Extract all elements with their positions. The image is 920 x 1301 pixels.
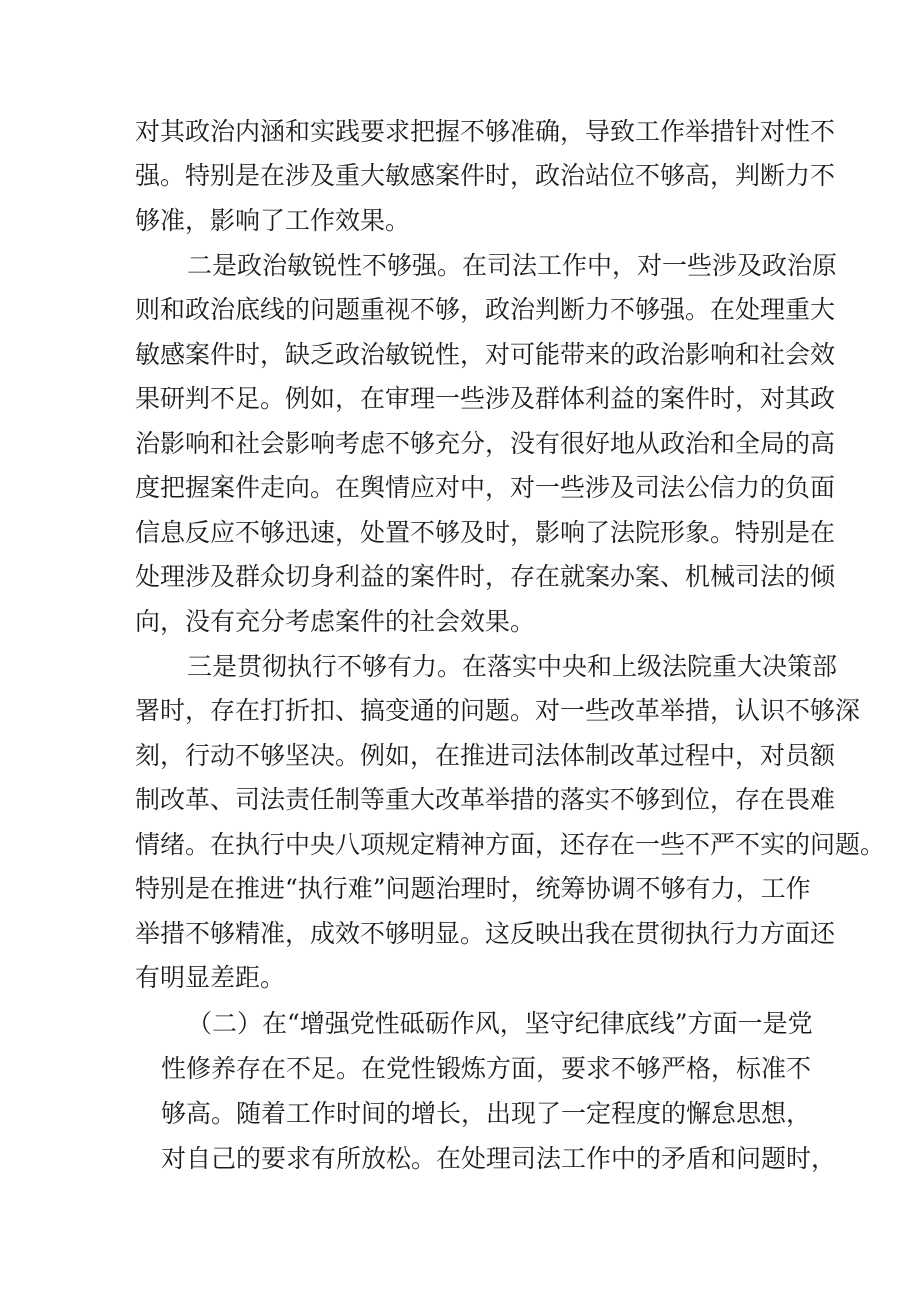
paragraph-3-line-6: 特别是在推进“执行难”问题治理时，统筹协调不够有力，工作 (135, 874, 811, 903)
paragraph-2-line-4: 果研判不足。例如，在审理一些涉及群体利益的案件时，对其政 (135, 384, 836, 413)
paragraph-2-line-9: 向，没有充分考虑案件的社会效果。 (135, 607, 536, 636)
paragraph-3-line-1: 三是贯彻执行不够有力。在落实中央和上级法院重大决策部 (187, 652, 838, 681)
paragraph-1-line-3: 够准，影响了工作效果。 (135, 206, 411, 235)
paragraph-2-line-2: 则和政治底线的问题重视不够，政治判断力不够强。在处理重大 (135, 295, 836, 324)
paragraph-3-line-8: 有明显差距。 (135, 963, 286, 992)
paragraph-2-line-8: 处理涉及群众切身利益的案件时，存在就案办案、机械司法的倾 (135, 562, 836, 591)
paragraph-2-line-7: 信息反应不够迅速，处置不够及时，影响了法院形象。特别是在 (135, 518, 836, 547)
paragraph-2-line-6: 度把握案件走向。在舆情应对中，对一些涉及司法公信力的负面 (135, 473, 836, 502)
paragraph-3-line-5: 情绪。在执行中央八项规定精神方面，还存在一些不严不实的问题。 (135, 830, 886, 859)
paragraph-4-line-3: 够高。随着工作时间的增长，出现了一定程度的懈怠思想， (161, 1099, 812, 1128)
paragraph-3-line-2: 署时，存在打折扣、搞变通的问题。对一些改革举措，认识不够深 (135, 696, 861, 725)
paragraph-4-line-2: 性修养存在不足。在党性锻炼方面，要求不够严格，标准不 (161, 1054, 812, 1083)
paragraph-3-line-4: 制改革、司法责任制等重大改革举措的落实不够到位，存在畏难 (135, 785, 836, 814)
paragraph-2-line-5: 治影响和社会影响考虑不够充分，没有很好地从政治和全局的高 (135, 429, 836, 458)
paragraph-3-line-3: 刻，行动不够坚决。例如，在推进司法体制改革过程中，对员额 (135, 741, 836, 770)
paragraph-1-line-1: 对其政治内涵和实践要求把握不够准确，导致工作举措针对性不 (135, 117, 836, 146)
paragraph-1-line-2: 强。特别是在涉及重大敏感案件时，政治站位不够高，判断力不 (135, 161, 836, 190)
paragraph-2-line-3: 敏感案件时，缺乏政治敏锐性，对可能带来的政治影响和社会效 (135, 340, 836, 369)
paragraph-4-line-1: （二）在“增强党性砥砺作风，坚守纪律底线”方面一是党 (187, 1009, 813, 1038)
paragraph-4-line-4: 对自己的要求有所放松。在处理司法工作中的矛盾和问题时， (161, 1144, 837, 1173)
paragraph-2-line-1: 二是政治敏锐性不够强。在司法工作中，对一些涉及政治原 (187, 251, 838, 280)
paragraph-3-line-7: 举措不够精准，成效不够明显。这反映出我在贯彻执行力方面还 (135, 919, 836, 948)
